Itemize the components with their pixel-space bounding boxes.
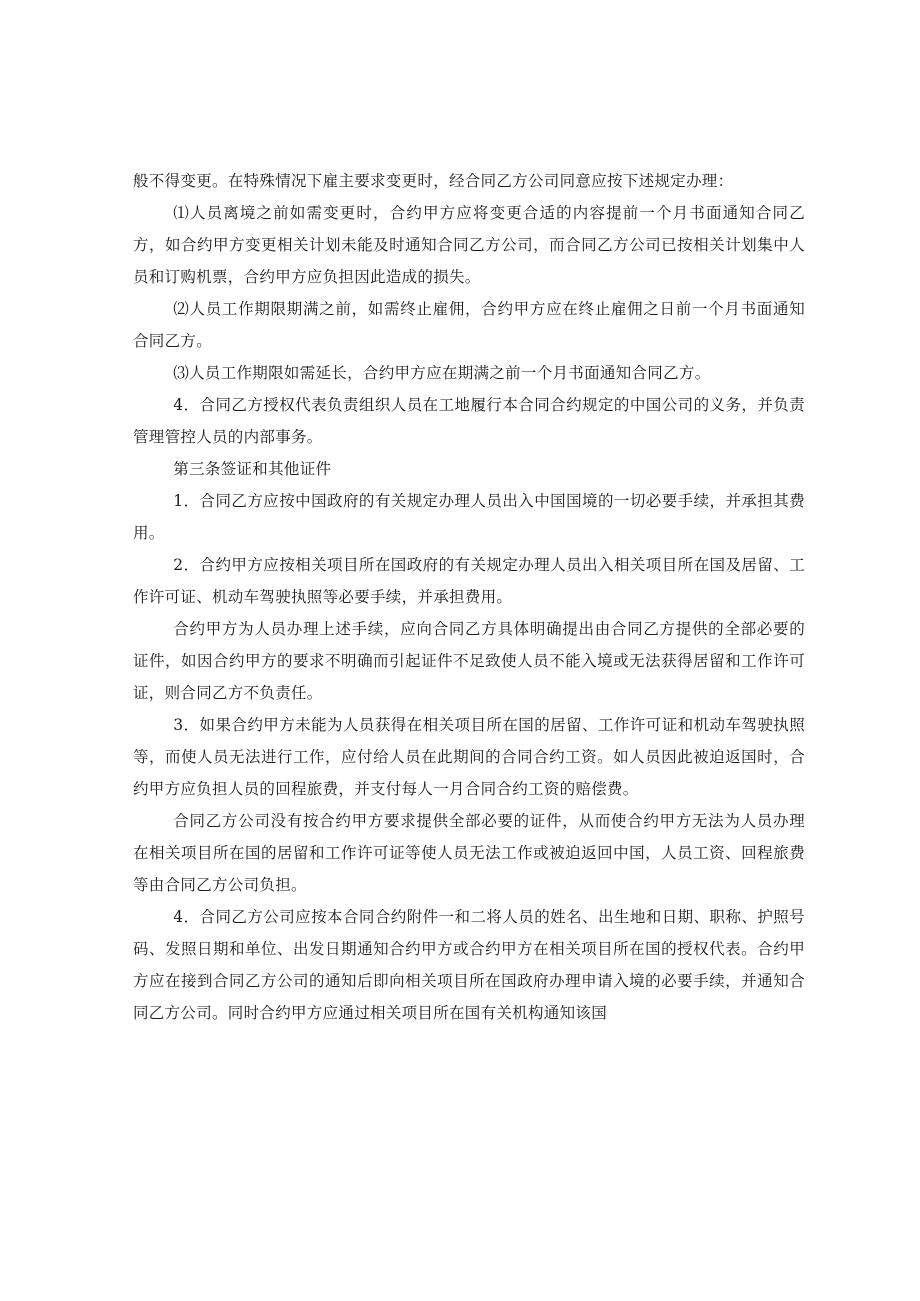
paragraph-visa-item-3: 3．如果合约甲方未能为人员获得在相关项目所在国的居留、工作许可证和机动车驾驶执照等，而使人员无法进行工作，应付给人员在此期间的合同合约工资。如人员因此被迫返国时，合约甲方应负担人员的回程旅费，并支付每人一月合同合约工资的赔偿费。	[133, 716, 805, 798]
paragraph-clause-2: ⑵人员工作期限期满之前，如需终止雇佣，合约甲方应在终止雇佣之日前一个月书面通知合同乙方。	[133, 300, 805, 350]
document-body	[133, 165, 805, 1029]
paragraph-visa-item-2: 2．合约甲方应按相关项目所在国政府的有关规定办理人员出入相关项目所在国及居留、工作许可证、机动车驾驶执照等必要手续，并承担费用。	[133, 556, 805, 606]
section-heading-article-3: 第三条签证和其他证件	[173, 460, 332, 478]
paragraph-visa-item-2-note: 合约甲方为人员办理上述手续，应向合同乙方具体明确提出由合同乙方提供的全部必要的证件，如因合约甲方的要求不明确而引起证件不足致使人员不能入境或无法获得居留和工作许可证，则合同乙方不负责任。	[133, 620, 805, 702]
paragraph-visa-item-3-note: 合同乙方公司没有按合约甲方要求提供全部必要的证件，从而使合约甲方无法为人员办理在相关项目所在国的居留和工作许可证等使人员无法工作或被迫返回中国，人员工资、回程旅费等由合同乙方公司负担。	[133, 812, 805, 894]
paragraph-continuation: 般不得变更。在特殊情况下雇主要求变更时，经合同乙方公司同意应按下述规定办理：	[133, 172, 734, 190]
paragraph-clause-1: ⑴人员离境之前如需变更时，合约甲方应将变更合适的内容提前一个月书面通知合同乙方，如合约甲方变更相关计划未能及时通知合同乙方公司，而合同乙方公司已按相关计划集中人员和订购机票，合约甲方应负担因此造成的损失。	[133, 204, 805, 286]
paragraph-clause-3: ⑶人员工作期限如需延长，合约甲方应在期满之前一个月书面通知合同乙方。	[173, 364, 711, 382]
paragraph-visa-item-4: 4．合同乙方公司应按本合同合约附件一和二将人员的姓名、出生地和日期、职称、护照号码、发照日期和单位、出发日期通知合约甲方或合约甲方在相关项目所在国的授权代表。合约甲方应在接到合同乙方公司的通知后即向相关项目所在国政府办理申请入境的必要手续，并通知合同乙方公司。同时合约甲方应通过相关项目所在国有关机构通知该国	[133, 908, 805, 1022]
paragraph-item-4: 4．合同乙方授权代表负责组织人员在工地履行本合同合约规定的中国公司的义务，并负责管理管控人员的内部事务。	[133, 396, 805, 446]
paragraph-visa-item-1: 1．合同乙方应按中国政府的有关规定办理人员出入中国国境的一切必要手续，并承担其费用。	[133, 492, 805, 542]
